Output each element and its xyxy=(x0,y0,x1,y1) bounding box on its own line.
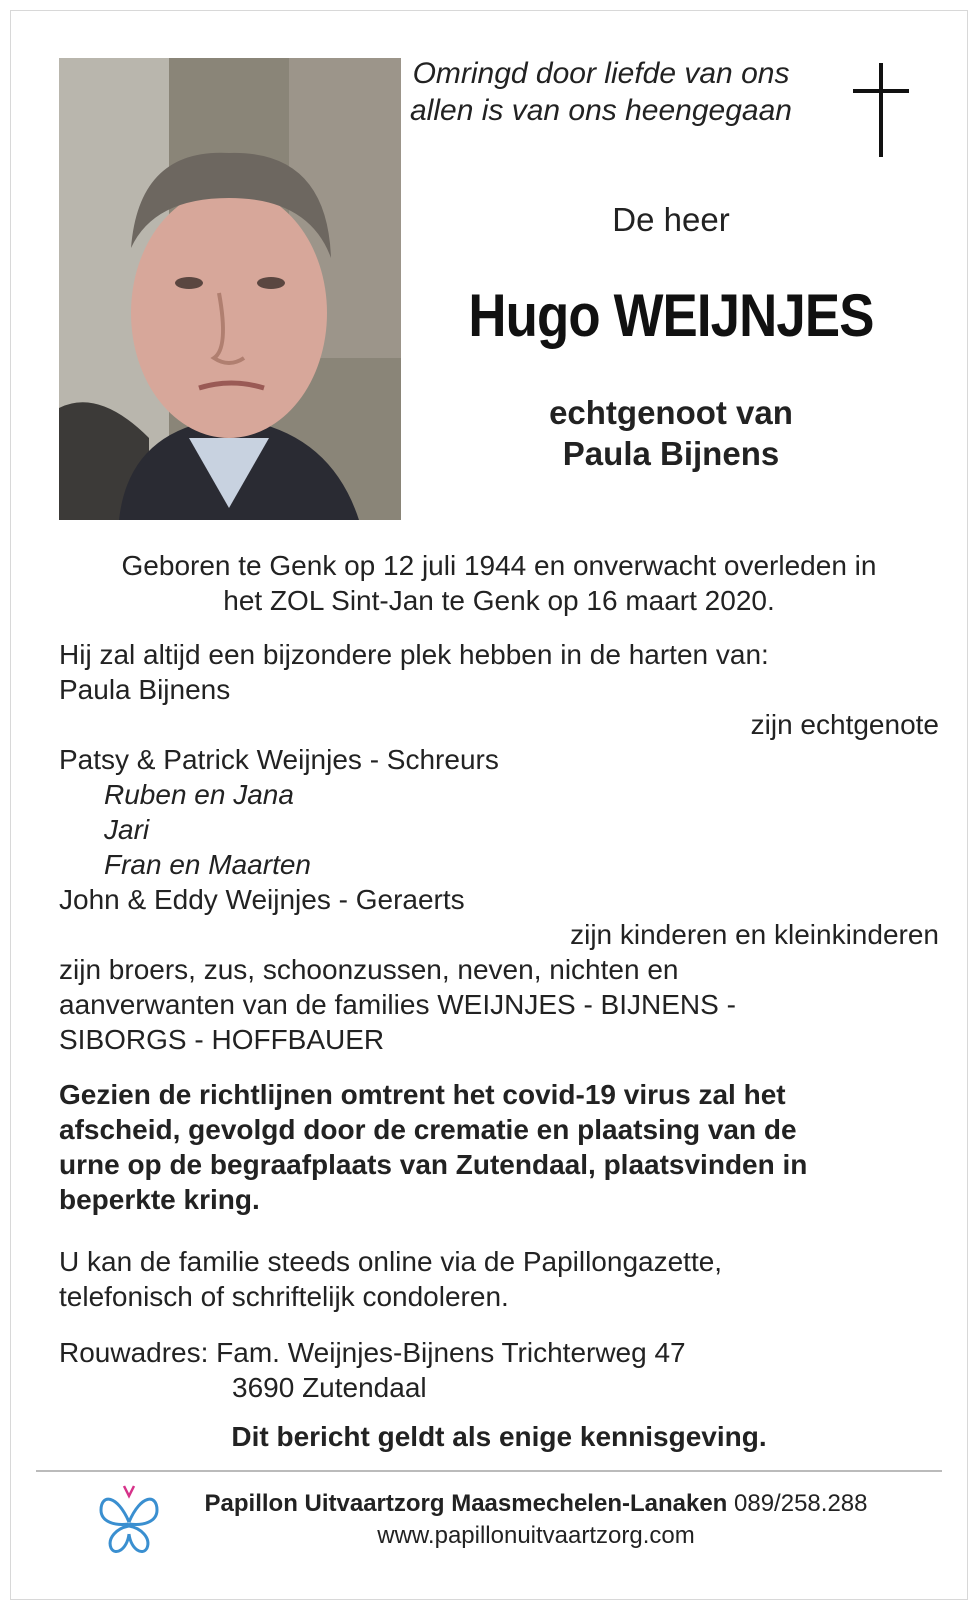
intro-verse xyxy=(386,55,816,129)
family-child-1: Patsy & Patrick Weijnjes - Schreurs xyxy=(59,744,499,775)
title-prefix: De heer xyxy=(612,201,730,238)
deceased-name: Hugo WEIJNJES xyxy=(468,282,874,349)
condolence-info xyxy=(59,1244,939,1314)
birth-line-2: het ZOL Sint-Jan te Genk op 16 maart 2020. xyxy=(223,585,775,616)
family-children-role: zijn kinderen en kleinkinderen xyxy=(570,919,939,950)
closing-statement: Dit bericht geldt als enige kennisgeving. xyxy=(231,1421,767,1452)
notice-line-2: afscheid, gevolgd door de crematie en plaatsing van de xyxy=(59,1114,797,1145)
butterfly-logo-icon xyxy=(97,1482,161,1562)
notice-line-3: urne op de begraafplaats van Zutendaal, plaatsvinden in xyxy=(59,1149,808,1180)
spouse-name: Paula Bijnens xyxy=(562,435,780,472)
obituary-card xyxy=(11,11,967,1599)
footer-website[interactable]: www.papillonuitvaartzorg.com xyxy=(377,1522,695,1549)
intro-line-1: Omringd door liefde van ons xyxy=(412,57,790,90)
condolence-line-1: U kan de familie steeds online via de Papillongazette, xyxy=(59,1246,723,1277)
condolence-line-2: telefonisch of schriftelijk condoleren. xyxy=(59,1281,509,1312)
portrait-photo xyxy=(59,58,401,520)
intro-line-2: allen is van ons heengegaan xyxy=(410,94,792,127)
family-intro: Hij zal altijd een bijzondere plek hebben in de harten van: xyxy=(59,639,769,670)
birth-death-info xyxy=(59,548,939,618)
footer-company-line xyxy=(171,1489,901,1519)
notice-line-4: beperkte kring. xyxy=(59,1184,260,1215)
address-line-2: 3690 Zutendaal xyxy=(232,1372,427,1403)
relatives-line-2: aanverwanten van de families WEIJNJES - BIJNENS - xyxy=(59,989,736,1020)
covid-notice xyxy=(59,1077,939,1217)
address-line-1: Rouwadres: Fam. Weijnjes-Bijnens Trichterweg 47 xyxy=(59,1337,686,1368)
family-child-2: John & Eddy Weijnjes - Geraerts xyxy=(59,884,465,915)
footer-divider xyxy=(36,1470,942,1472)
birth-line-1: Geboren te Genk op 12 juli 1944 en onverwacht overleden in xyxy=(121,550,877,581)
spouse-block xyxy=(446,392,896,474)
spouse-relation: echtgenoot van xyxy=(549,394,793,431)
notice-line-1: Gezien de richtlijnen omtrent het covid-19 virus zal het xyxy=(59,1079,786,1110)
grandchild-3: Fran en Maarten xyxy=(104,849,311,880)
footer-phone[interactable]: 089/258.288 xyxy=(734,1490,868,1517)
relatives-line-1: zijn broers, zus, schoonzussen, neven, nichten en xyxy=(59,954,679,985)
family-spouse-role: zijn echtgenote xyxy=(750,709,939,740)
cross-icon xyxy=(853,63,909,157)
relatives-line-3: SIBORGS - HOFFBAUER xyxy=(59,1024,385,1055)
grandchild-2: Jari xyxy=(104,814,150,845)
mourning-address xyxy=(59,1335,939,1405)
family-list xyxy=(59,637,939,1057)
family-spouse-name: Paula Bijnens xyxy=(59,674,231,705)
grandchild-1: Ruben en Jana xyxy=(104,779,294,810)
footer-company: Papillon Uitvaartzorg Maasmechelen-Lanaken xyxy=(204,1490,728,1517)
